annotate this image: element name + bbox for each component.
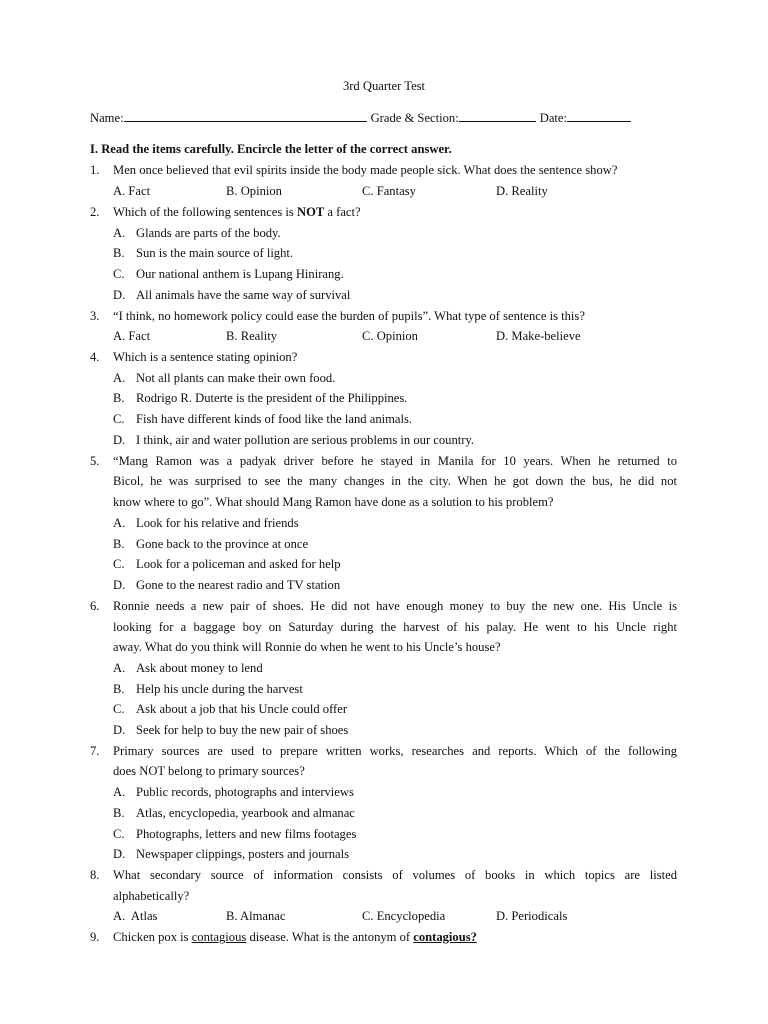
option-text: All animals have the same way of survival bbox=[136, 288, 351, 302]
option-text: Our national anthem is Lupang Hinirang. bbox=[136, 267, 344, 281]
option-b[interactable]: B. Almanac bbox=[226, 909, 286, 923]
question-number: 7. bbox=[90, 744, 100, 758]
option-letter[interactable]: C. bbox=[113, 557, 125, 571]
option-text: Ask about a job that his Uncle could offer bbox=[136, 702, 348, 716]
option-text: Fish have different kinds of food like the land animals. bbox=[136, 412, 413, 426]
emphasized-word: contagious? bbox=[413, 930, 477, 944]
question-number: 4. bbox=[90, 350, 100, 364]
option-text: Help his uncle during the harvest bbox=[136, 682, 303, 696]
question-text-line: Bicol, he was surprised to see the many changes in the city. When he got down the bus, he did not bbox=[113, 474, 677, 488]
page-title: 3rd Quarter Test bbox=[342, 79, 426, 93]
option-text: Seek for help to buy the new pair of shoes bbox=[136, 723, 349, 737]
option-c[interactable]: C. Encyclopedia bbox=[362, 909, 446, 923]
option-d[interactable]: D. Make-believe bbox=[496, 329, 581, 343]
option-letter[interactable]: C. bbox=[113, 827, 125, 841]
option-text: Gone back to the province at once bbox=[136, 537, 309, 551]
question-number: 8. bbox=[90, 868, 100, 882]
option-letter[interactable]: D. bbox=[113, 723, 126, 737]
instruction: I. Read the items carefully. Encircle the letter of the correct answer. bbox=[90, 142, 452, 156]
option-letter[interactable]: A. bbox=[113, 785, 126, 799]
question-number: 5. bbox=[90, 454, 100, 468]
option-text: I think, air and water pollution are serious problems in our country. bbox=[136, 433, 475, 447]
question-text-part: Which of the following sentences is bbox=[113, 205, 297, 219]
option-c[interactable]: C. Opinion bbox=[362, 329, 418, 343]
question-text: Men once believed that evil spirits inside the body made people sick. What does the sentence show? bbox=[113, 163, 618, 177]
option-text: Rodrigo R. Duterte is the president of the Philippines. bbox=[136, 391, 408, 405]
option-letter[interactable]: D. bbox=[113, 847, 126, 861]
option-text: Newspaper clippings, posters and journals bbox=[136, 847, 349, 861]
question-number: 9. bbox=[90, 930, 100, 944]
option-letter[interactable]: C. bbox=[113, 702, 125, 716]
option-letter[interactable]: A. bbox=[113, 661, 126, 675]
option-text: Sun is the main source of light. bbox=[136, 246, 294, 260]
option-d[interactable]: D. Periodicals bbox=[496, 909, 568, 923]
question-text: Which is a sentence stating opinion? bbox=[113, 350, 298, 364]
option-a[interactable]: A. Atlas bbox=[113, 909, 158, 923]
question-text-part: a fact? bbox=[324, 205, 361, 219]
option-letter[interactable]: C. bbox=[113, 267, 125, 281]
question-number: 6. bbox=[90, 599, 100, 613]
option-c[interactable]: C. Fantasy bbox=[362, 184, 416, 198]
option-text: Gone to the nearest radio and TV station bbox=[136, 578, 341, 592]
question-text bbox=[113, 928, 677, 946]
name-label: Name: bbox=[90, 111, 124, 125]
option-d[interactable]: D. Reality bbox=[496, 184, 548, 198]
option-b[interactable]: B. Reality bbox=[226, 329, 278, 343]
question-text-line: away. What do you think will Ronnie do when he went to his Uncle’s house? bbox=[113, 640, 501, 654]
question-text bbox=[113, 203, 677, 221]
grade-label: Grade & Section: bbox=[370, 111, 459, 125]
question-emphasis: NOT bbox=[296, 205, 325, 219]
question-text-line: looking for a baggage boy on Saturday during the harvest of his palay. He went to his Uncle right bbox=[113, 620, 677, 634]
option-text: Not all plants can make their own food. bbox=[136, 371, 336, 385]
option-letter[interactable]: B. bbox=[113, 246, 125, 260]
option-letter[interactable]: A. bbox=[113, 226, 126, 240]
question-text-line: does NOT belong to primary sources? bbox=[113, 764, 305, 778]
question-number: 2. bbox=[90, 205, 100, 219]
option-text: Public records, photographs and interviews bbox=[136, 785, 354, 799]
date-blank[interactable] bbox=[567, 109, 631, 122]
option-text: Glands are parts of the body. bbox=[136, 226, 281, 240]
option-letter[interactable]: D. bbox=[113, 288, 126, 302]
option-text: Atlas, encyclopedia, yearbook and almanac bbox=[136, 806, 355, 820]
question-number: 3. bbox=[90, 309, 100, 323]
question-text-line: What secondary source of information consists of volumes of books in which topics are listed bbox=[113, 868, 677, 882]
option-text: Look for a policeman and asked for help bbox=[136, 557, 341, 571]
option-letter[interactable]: B. bbox=[113, 682, 125, 696]
question-text-line: know where to go”. What should Mang Ramon have done as a solution to his problem? bbox=[113, 495, 554, 509]
option-letter[interactable]: B. bbox=[113, 806, 125, 820]
question-number: 1. bbox=[90, 163, 100, 177]
question-text-line: Primary sources are used to prepare written works, researches and reports. Which of the following bbox=[113, 744, 677, 758]
question-text-part: disease. What is the antonym of bbox=[246, 930, 414, 944]
underlined-word: contagious bbox=[191, 930, 247, 944]
option-b[interactable]: B. Opinion bbox=[226, 184, 282, 198]
name-blank[interactable] bbox=[124, 109, 367, 122]
option-letter[interactable]: A. bbox=[113, 371, 126, 385]
grade-blank[interactable] bbox=[459, 109, 536, 122]
option-a[interactable]: A. Fact bbox=[113, 329, 151, 343]
option-letter[interactable]: A. bbox=[113, 516, 126, 530]
question-text-part: Chicken pox is bbox=[113, 930, 192, 944]
option-letter[interactable]: C. bbox=[113, 412, 125, 426]
option-a[interactable]: A. Fact bbox=[113, 184, 151, 198]
question-text-line: alphabetically? bbox=[113, 889, 190, 903]
question-text: “I think, no homework policy could ease the burden of pupils”. What type of sentence is this? bbox=[113, 309, 585, 323]
option-text: Look for his relative and friends bbox=[136, 516, 299, 530]
option-letter[interactable]: D. bbox=[113, 433, 126, 447]
option-letter[interactable]: B. bbox=[113, 537, 125, 551]
question-text-line: Ronnie needs a new pair of shoes. He did not have enough money to buy the new one. His Uncle is bbox=[113, 599, 677, 613]
question-text-line: “Mang Ramon was a padyak driver before he stayed in Manila for 10 years. When he returned to bbox=[113, 454, 677, 468]
option-letter[interactable]: B. bbox=[113, 391, 125, 405]
option-text: Photographs, letters and new films footages bbox=[136, 827, 357, 841]
option-text: Ask about money to lend bbox=[136, 661, 263, 675]
date-label: Date: bbox=[539, 111, 567, 125]
header-fields bbox=[90, 109, 677, 127]
option-letter[interactable]: D. bbox=[113, 578, 126, 592]
